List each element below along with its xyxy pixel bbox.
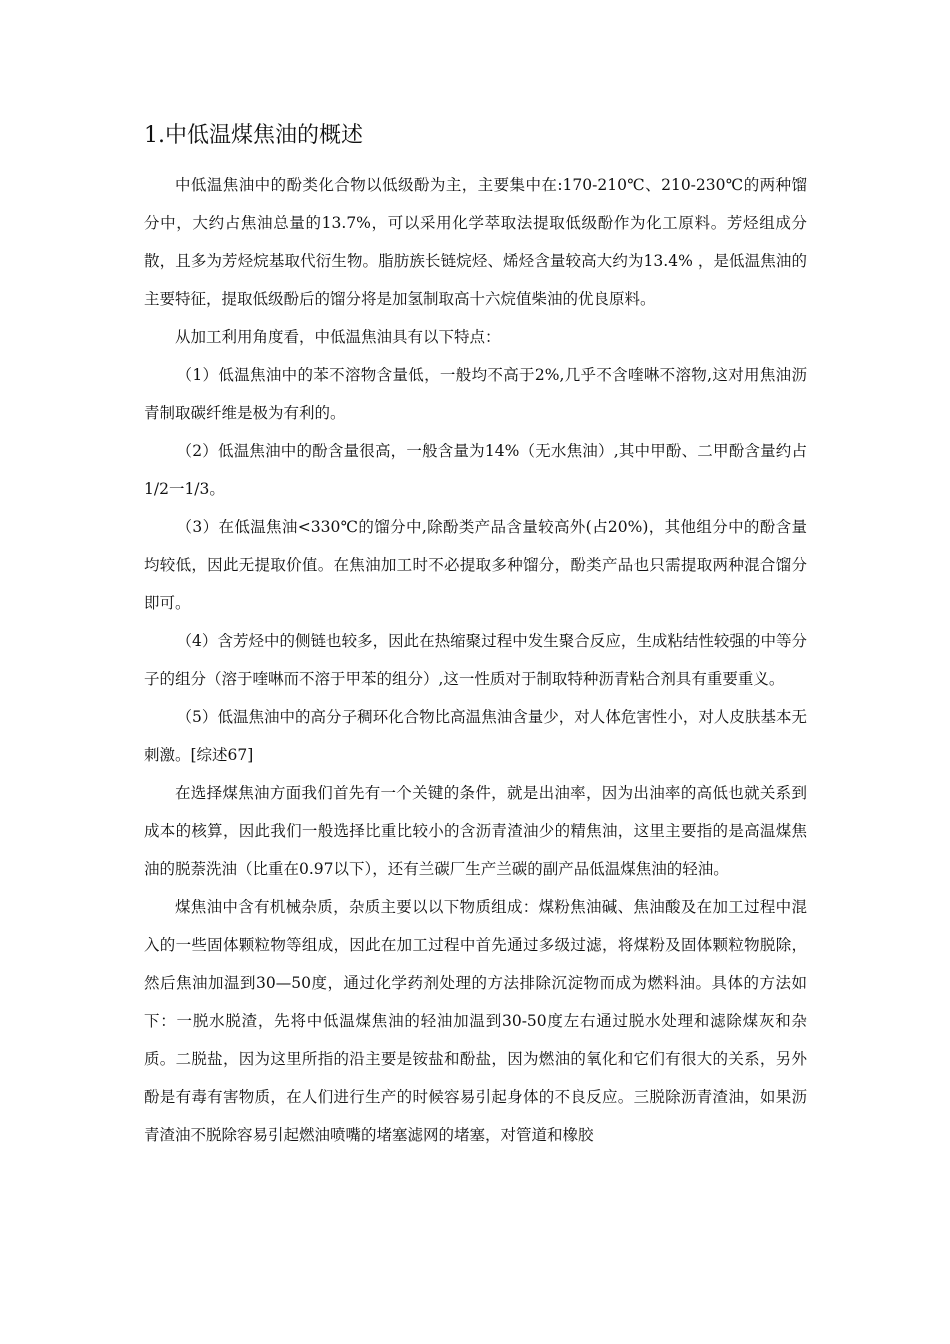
paragraph-overview: 中低温焦油中的酚类化合物以低级酚为主，主要集中在:170-210℃、210-230℃的两种馏分中，大约占焦油总量的13.7%，可以采用化学萃取法提取低级酚作为化工原料。芳烃组成分散，且多为芳烃烷基取代衍生物。脂肪族长链烷烃、烯烃含量较高大约为13.4% ，是低温焦油的主要特征，提取低级酚后的馏分将是加氢制取高十六烷值柴油的优良原料。 (144, 176, 807, 308)
section-body (144, 166, 807, 1154)
paragraph-impurities: 煤焦油中含有机械杂质，杂质主要以以下物质组成：煤粉焦油碱、焦油酸及在加工过程中混入的一些固体颗粒物等组成，因此在加工过程中首先通过多级过滤，将煤粉及固体颗粒物脱除，然后焦油加温到30—50度，通过化学药剂处理的方法排除沉淀物而成为燃料油。具体的方法如下：一脱水脱渣，先将中低温煤焦油的轻油加温到30-50度左右通过脱水处理和滤除煤灰和杂质。二脱盐，因为这里所指的沿主要是铵盐和酚盐，因为燃油的氧化和它们有很大的关系，另外酚是有毒有害物质，在人们进行生产的时候容易引起身体的不良反应。三脱除沥青渣油，如果沥青渣油不脱除容易引起燃油喷嘴的堵塞滤网的堵塞，对管道和橡胶 (144, 898, 807, 1144)
list-item-2: （2）低温焦油中的酚含量很高，一般含量为14%（无水焦油）,其中甲酚、二甲酚含量约占1/2一1/3。 (144, 442, 807, 498)
list-item-4: （4）含芳烃中的侧链也较多，因此在热缩聚过程中发生聚合反应，生成粘结性较强的中等分子的组分（溶于喹啉而不溶于甲苯的组分）,这一性质对于制取特种沥青粘合剂具有重要重义。 (144, 632, 807, 688)
list-item-5: （5）低温焦油中的高分子稠环化合物比高温焦油含量少，对人体危害性小，对人皮肤基本无刺激。[综述67] (144, 708, 807, 764)
list-item-1: （1）低温焦油中的苯不溶物含量低，一般均不高于2%,几乎不含喹啉不溶物,这对用焦油沥青制取碳纤维是极为有利的。 (144, 366, 807, 422)
section-heading: 1.中低温煤焦油的概述 (144, 123, 363, 148)
paragraph-selection: 在选择煤焦油方面我们首先有一个关键的条件，就是出油率，因为出油率的高低也就关系到成本的核算，因此我们一般选择比重比较小的含沥青渣油少的精焦油，这里主要指的是高温煤焦油的脱萘洗油（比重在0.97以下），还有兰碳厂生产兰碳的副产品低温煤焦油的轻油。 (144, 784, 807, 878)
list-item-3: （3）在低温焦油<330℃的馏分中,除酚类产品含量较高外(占20%)，其他组分中的酚含量均较低，因此无提取价值。在焦油加工时不必提取多种馏分，酚类产品也只需提取两种混合馏分即可。 (144, 518, 807, 612)
paragraph-features-intro: 从加工利用角度看，中低温焦油具有以下特点： (175, 328, 501, 346)
